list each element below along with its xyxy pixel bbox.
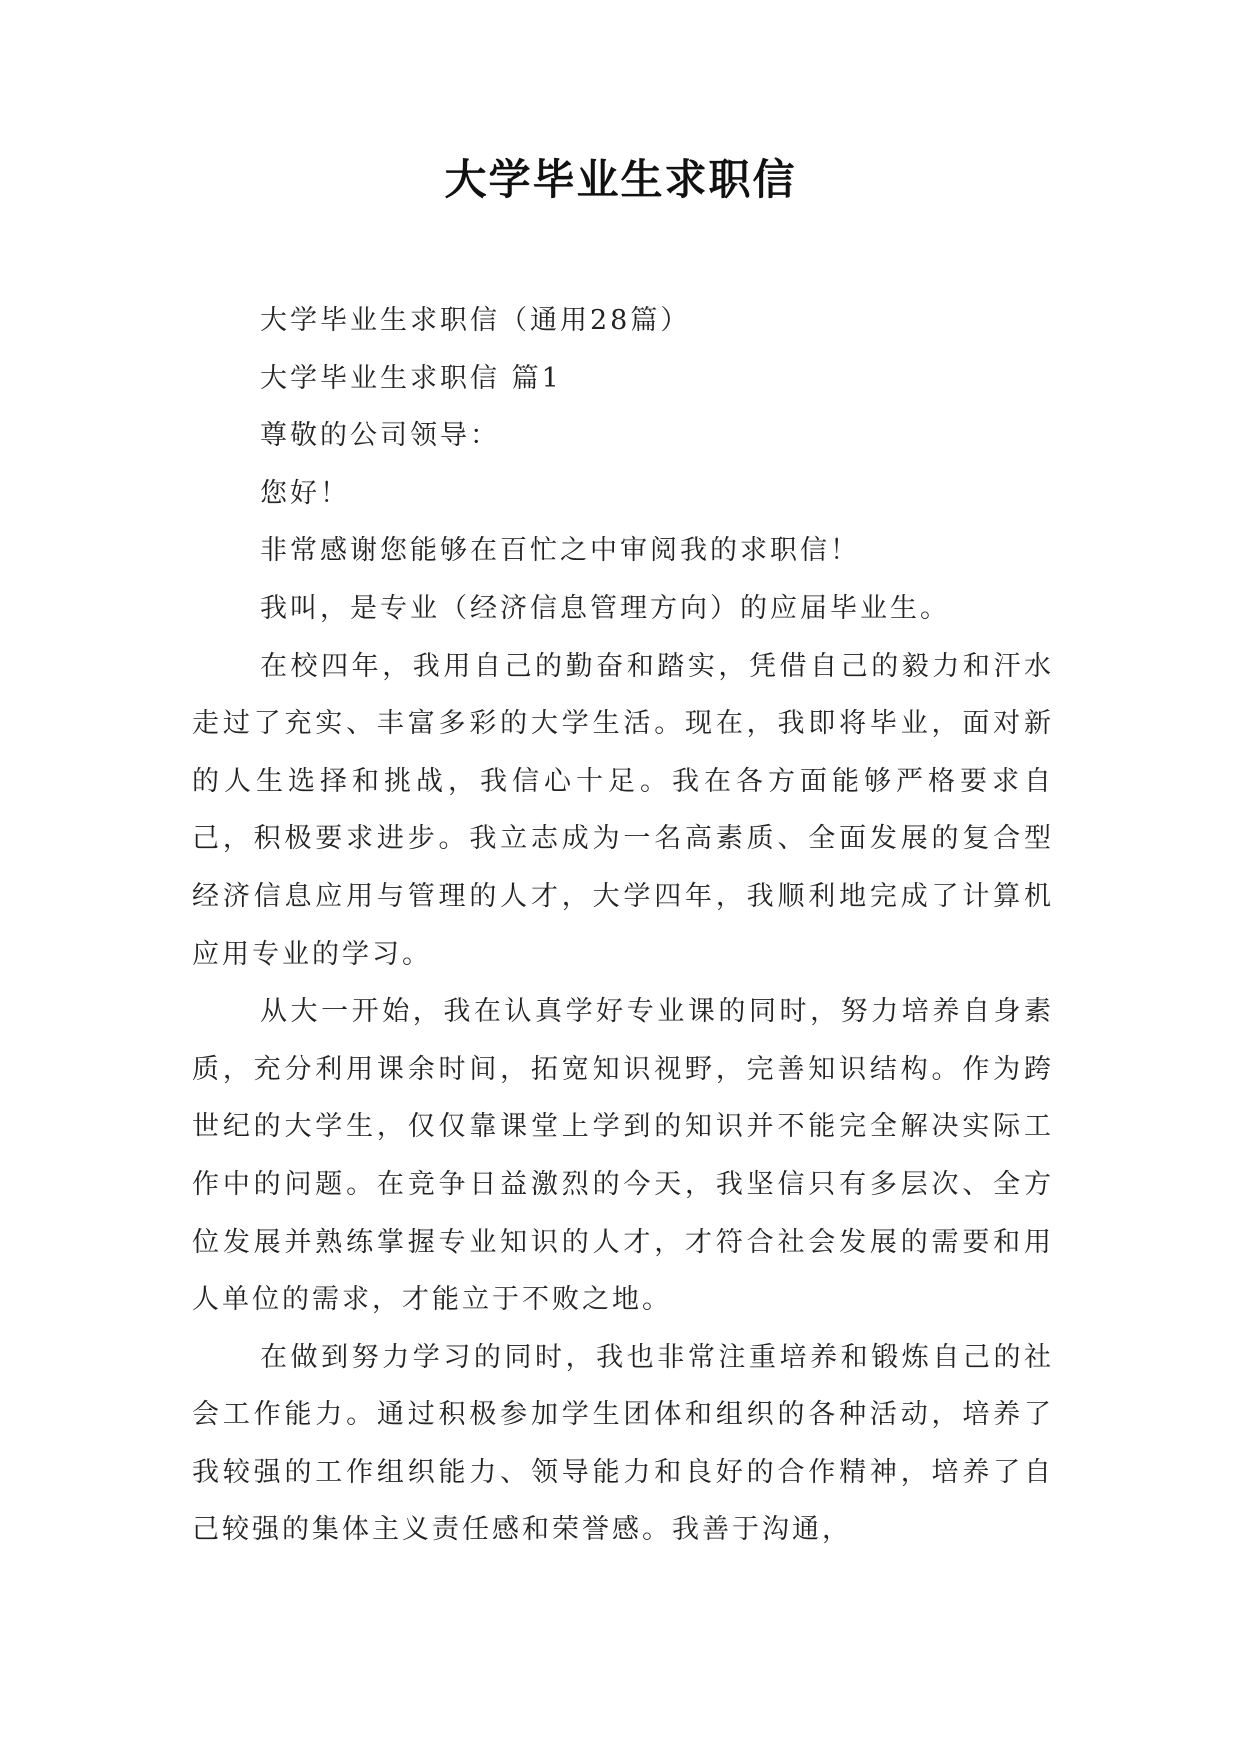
document-title: 大学毕业生求职信 xyxy=(444,155,797,204)
greeting: 您好！ xyxy=(260,477,350,509)
body-paragraph: 在校四年，我用自己的勤奋和踏实，凭借自己的毅力和汗水走过了充实、丰富多彩的大学生活。现在，我即将毕业，面对新的人生选择和挑战，我信心十足。我在各方面能够严格要求自己，积极要求进步。我立志成为一名高素质、全面发展的复合型经济信息应用与管理的人才，大学四年，我顺利地完成了计算机应用专业的学习。 xyxy=(192,650,1054,970)
document-subtitle: 大学毕业生求职信（通用28篇） xyxy=(260,305,691,336)
body-paragraph: 非常感谢您能够在百忙之中审阅我的求职信！ xyxy=(260,535,860,567)
document-body xyxy=(192,292,1054,1559)
body-paragraph: 从大一开始，我在认真学好专业课的同时，努力培养自身素质，充分利用课余时间，拓宽知识视野，完善知识结构。作为跨世纪的大学生，仅仅靠课堂上学到的知识并不能完全解决实际工作中的问题。在竞争日益激烈的今天，我坚信只有多层次、全方位发展并熟练掌握专业知识的人才，才符合社会发展的需要和用人单位的需求，才能立于不败之地。 xyxy=(192,996,1054,1316)
salutation: 尊敬的公司领导： xyxy=(260,420,500,452)
section-heading: 大学毕业生求职信 篇1 xyxy=(260,362,562,394)
body-paragraph: 在做到努力学习的同时，我也非常注重培养和锻炼自己的社会工作能力。通过积极参加学生团体和组织的各种活动，培养了我较强的工作组织能力、领导能力和良好的合作精神，培养了自己较强的集体主义责任感和荣誉感。我善于沟通， xyxy=(192,1341,1054,1546)
body-paragraph: 我叫，是专业（经济信息管理方向）的应届毕业生。 xyxy=(260,592,950,624)
